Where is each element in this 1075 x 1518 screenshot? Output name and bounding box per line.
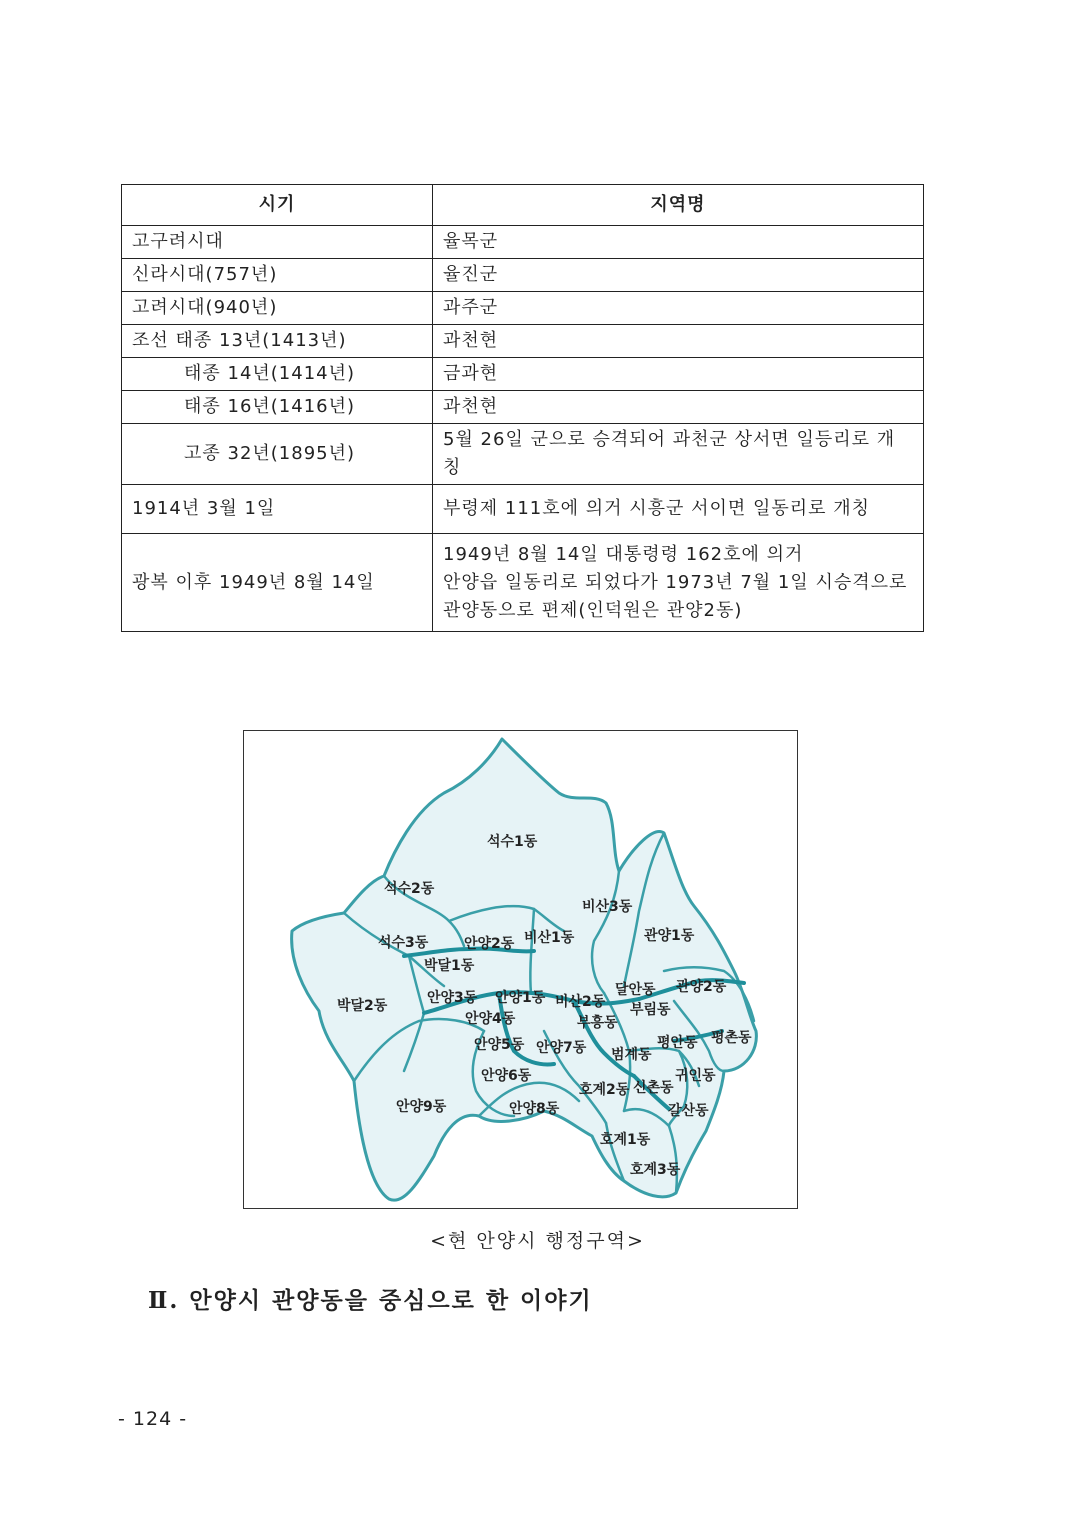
region-name-cell: 과천현	[433, 325, 924, 358]
district-label: 안양5동	[474, 1037, 525, 1053]
table-row	[122, 485, 924, 534]
page-number: - 124 -	[118, 1408, 188, 1430]
district-label: 안양8동	[509, 1101, 560, 1117]
district-label: 석수1동	[487, 834, 538, 850]
district-label: 호계1동	[600, 1132, 651, 1148]
district-label: 안양2동	[464, 936, 515, 952]
region-name-line: 안양읍 일동리로 되었다가 1973년 7월 1일 시승격으로 관양동으로 편제(인덕원은 관양2동)	[443, 571, 908, 621]
table-row	[122, 226, 924, 259]
period-cell: 신라시대(757년)	[122, 259, 433, 292]
district-label: 호계3동	[630, 1162, 681, 1178]
region-name-cell: 율진군	[433, 259, 924, 292]
region-name-cell: 과주군	[433, 292, 924, 325]
district-label: 안양7동	[536, 1040, 587, 1056]
table-row	[122, 292, 924, 325]
district-label: 관양1동	[644, 928, 695, 944]
map-caption: <현 안양시 행정구역>	[430, 1230, 645, 1252]
period-cell: 태종 16년(1416년)	[122, 391, 433, 424]
region-name-cell	[433, 534, 924, 632]
period-cell: 고종 32년(1895년)	[122, 424, 433, 485]
district-label: 비산3동	[582, 899, 633, 915]
district-label: 평안동	[657, 1035, 698, 1051]
district-label: 갈산동	[668, 1103, 709, 1119]
district-label: 달안동	[615, 982, 656, 998]
section-heading: Ⅱ. 안양시 관양동을 중심으로 한 이야기	[148, 1287, 593, 1314]
map-labels	[244, 731, 797, 1208]
district-label: 안양3동	[427, 990, 478, 1006]
district-label: 범계동	[611, 1047, 652, 1063]
district-label: 호계2동	[579, 1082, 630, 1098]
region-name-line: 1949년 8월 14일 대통령령 162호에 의거	[443, 543, 804, 565]
district-label: 박달2동	[337, 998, 388, 1014]
region-name-cell: 금과현	[433, 358, 924, 391]
district-label: 석수3동	[378, 935, 429, 951]
column-header-region-name: 지역명	[433, 185, 924, 226]
district-label: 안양1동	[495, 990, 546, 1006]
table-row	[122, 424, 924, 485]
region-name-cell: 과천현	[433, 391, 924, 424]
district-label: 신촌동	[633, 1080, 674, 1096]
district-label: 석수2동	[384, 881, 435, 897]
column-header-period: 시기	[122, 185, 433, 226]
district-label: 평촌동	[711, 1030, 752, 1046]
period-cell: 태종 14년(1414년)	[122, 358, 433, 391]
district-label: 관양2동	[676, 979, 727, 995]
district-label: 귀인동	[675, 1068, 716, 1084]
table-row	[122, 259, 924, 292]
table-row	[122, 325, 924, 358]
district-label: 부흥동	[577, 1015, 618, 1031]
table-header-row	[122, 185, 924, 226]
anyang-administrative-map	[243, 730, 798, 1209]
period-cell: 광복 이후 1949년 8월 14일	[122, 534, 433, 632]
district-label: 안양9동	[396, 1099, 447, 1115]
table-row	[122, 358, 924, 391]
table-row	[122, 391, 924, 424]
table-row	[122, 534, 924, 632]
district-label: 안양6동	[481, 1068, 532, 1084]
region-name-cell: 율목군	[433, 226, 924, 259]
period-cell: 고려시대(940년)	[122, 292, 433, 325]
period-cell: 1914년 3월 1일	[122, 485, 433, 534]
district-label: 안양4동	[465, 1011, 516, 1027]
region-name-cell: 부령제 111호에 의거 시흥군 서이면 일동리로 개칭	[433, 485, 924, 534]
district-label: 비산2동	[555, 994, 606, 1010]
period-cell: 조선 태종 13년(1413년)	[122, 325, 433, 358]
district-label: 비산1동	[524, 930, 575, 946]
district-label: 부림동	[630, 1002, 671, 1018]
region-name-cell: 5월 26일 군으로 승격되어 과천군 상서면 일등리로 개칭	[433, 424, 924, 485]
district-label: 박달1동	[424, 958, 475, 974]
period-cell: 고구려시대	[122, 226, 433, 259]
history-table	[121, 184, 924, 632]
